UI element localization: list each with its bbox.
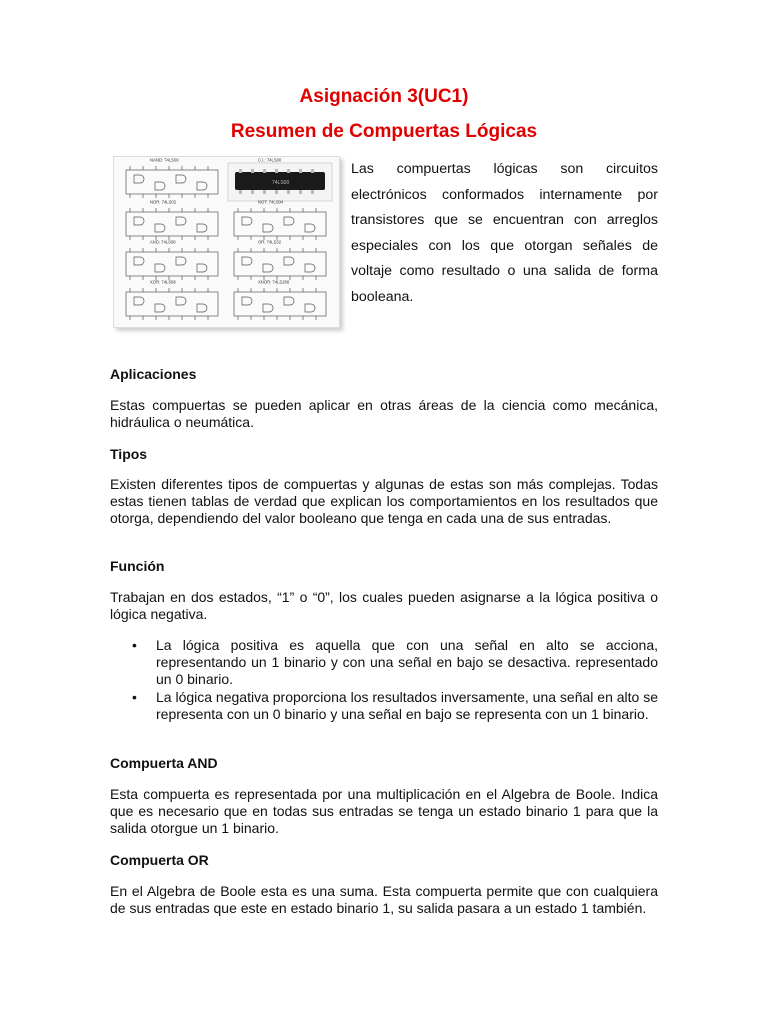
gate-symbol <box>134 217 144 225</box>
gate-symbol <box>284 297 294 305</box>
chip-photo <box>228 163 332 201</box>
chip-pin <box>287 190 290 194</box>
chip-pin <box>287 169 290 173</box>
gate-symbol <box>134 175 144 183</box>
gate-symbol <box>263 224 273 232</box>
gate-symbol <box>263 304 273 312</box>
chip-pin <box>239 190 242 194</box>
panel-label: NAND: 74LS00 <box>150 157 179 163</box>
heading-compuerta-and: Compuerta AND <box>110 755 218 771</box>
gate-symbol <box>155 182 165 190</box>
gate-symbol <box>242 297 252 305</box>
gate-symbol <box>176 175 186 183</box>
list-item <box>110 689 658 723</box>
page-subtitle: Resumen de Compuertas Lógicas <box>230 121 538 142</box>
gate-symbol <box>155 304 165 312</box>
panel-label: XOR: 74LS86 <box>150 279 176 285</box>
heading-funcion: Función <box>110 558 165 574</box>
gate-symbol <box>242 217 252 225</box>
gate-symbol <box>197 182 207 190</box>
gate-symbol <box>305 224 315 232</box>
gate-symbol <box>305 304 315 312</box>
gate-symbol <box>197 304 207 312</box>
gate-symbol <box>284 257 294 265</box>
list-item <box>110 637 658 688</box>
chip-pin <box>263 190 266 194</box>
bullet-list <box>110 637 658 723</box>
bullet-icon: • <box>132 637 137 653</box>
paragraph-aplicaciones: Estas compuertas se pueden aplicar en otras áreas de la ciencia como mecánica, hidráulica o neumática. <box>110 397 658 430</box>
gate-symbol <box>197 264 207 272</box>
bullet-text: La lógica negativa proporciona los resultados inversamente, una señal en alto se representa con un 0 binario y una señal en bajo se representa con un 1 binario. <box>156 689 658 722</box>
paragraph-compuerta-and: Esta compuerta es representada por una multiplicación en el Algebra de Boole. Indica que es necesario que en todas sus entradas se tenga un estado binario 1 para que la salida otorgue un 1 binario. <box>110 786 658 836</box>
chip-pin <box>275 169 278 173</box>
panel-label: NOR: 74LS02 <box>150 199 177 205</box>
paragraph-compuerta-or: En el Algebra de Boole esta es una suma. Esta compuerta permite que con cualquiera de sus entradas que este en estado binario 1, su salida pasara a un estado 1 también. <box>110 883 658 916</box>
gate-symbol <box>176 217 186 225</box>
panel-label: OR: 74LS32 <box>258 239 282 245</box>
chip-pin <box>311 190 314 194</box>
gate-symbol <box>197 224 207 232</box>
intro-paragraph: Las compuertas lógicas son circuitos electrónicos conformados internamente por transistores que se encuentran con arreglos especiales con los que otorgan señales de voltaje como resultado o una salida de forma booleana. <box>351 161 658 305</box>
heading-tipos: Tipos <box>110 446 148 462</box>
gate-symbol <box>305 264 315 272</box>
panel-label: NOT: 74LS04 <box>258 199 284 205</box>
panel-label: AND: 74LS08 <box>150 239 176 245</box>
chip-pin <box>263 169 266 173</box>
gate-symbol <box>155 264 165 272</box>
chip-pin <box>251 169 254 173</box>
gate-symbol <box>155 224 165 232</box>
chip-pin <box>275 190 278 194</box>
chip-label: 74LS00 <box>272 180 290 186</box>
paragraph-funcion: Trabajan en dos estados, “1” o “0”, los cuales pueden asignarse a la lógica positiva o lógica negativa. <box>110 589 658 622</box>
chip-pin <box>239 169 242 173</box>
panel-label: C.I.: 74LS00 <box>258 157 282 163</box>
heading-compuerta-or: Compuerta OR <box>110 852 209 868</box>
chip-pin <box>311 169 314 173</box>
bullet-icon: • <box>132 689 137 705</box>
chip-pin <box>251 190 254 194</box>
gate-symbol <box>176 297 186 305</box>
gate-symbol <box>134 257 144 265</box>
gate-symbol <box>176 257 186 265</box>
ic-diagram-grid <box>114 157 339 327</box>
chip-pin <box>299 190 302 194</box>
bullet-text: La lógica positiva es aquella que con una señal en alto se acciona, representando un 1 binario y con una señal en bajo se desactiva. representado un 0 binario. <box>156 637 658 687</box>
gate-symbol <box>134 297 144 305</box>
gate-symbol <box>242 257 252 265</box>
logic-gates-figure <box>113 156 340 328</box>
paragraph-tipos: Existen diferentes tipos de compuertas y algunas de estas son más complejas. Todas estas tienen tablas de verdad que explican los comportamientos en los resultados que otorga, dependiendo del valor booleano que tenga en cada una de sus entradas. <box>110 476 658 526</box>
panel-label: XNOR: 74LS266 <box>258 279 290 285</box>
chip-pin <box>299 169 302 173</box>
page-title: Asignación 3(UC1) <box>299 86 469 107</box>
gate-symbol <box>263 264 273 272</box>
gate-symbol <box>284 217 294 225</box>
heading-aplicaciones: Aplicaciones <box>110 366 197 382</box>
